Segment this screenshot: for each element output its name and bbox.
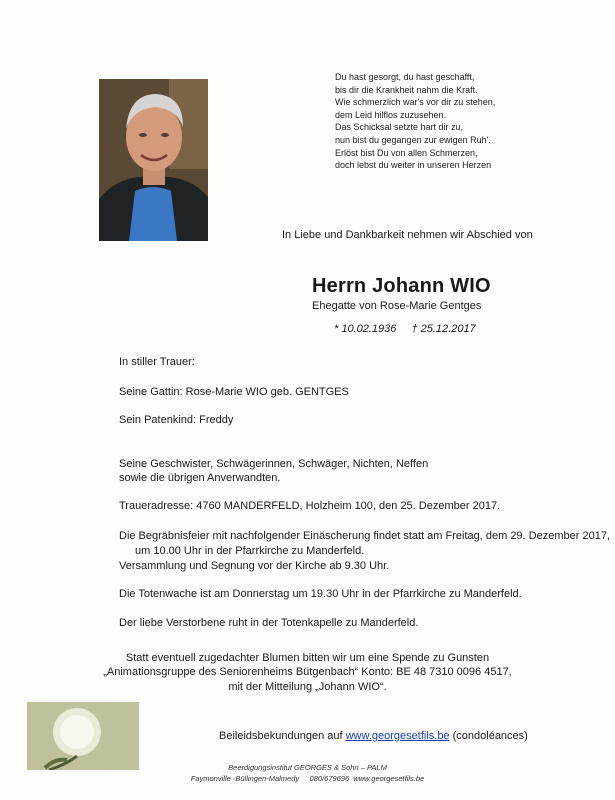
- poem-line: Erlöst bist Du von allen Schmerzen,: [335, 147, 478, 158]
- poem-line: dem Leid hilflos zuzusehen.: [335, 109, 447, 120]
- poem-line: bis dir die Krankheit nahm die Kraft.: [335, 84, 478, 95]
- funeral-home-contact: Faymonville -Büllingen-Malmedy 080/679696 www.georgesetfils.be: [190, 774, 425, 783]
- donation-line-2: „Animationsgruppe des Seniorenheims Bütgenbach“ Konto: BE 48 7310 0096 4517,: [103, 666, 512, 678]
- spouse-line: Ehegatte von Rose-Marie Gentges: [312, 300, 482, 312]
- condolences-prefix: Beileidsbekundungen auf: [219, 730, 346, 742]
- flower-icon: [27, 702, 139, 770]
- poem-line: doch lebst du weiter in unseren Herzen: [335, 160, 492, 171]
- birth-date: * 10.02.1936: [334, 323, 397, 335]
- life-dates: [334, 323, 488, 335]
- funeral-line-2: um 10.00 Uhr in der Pfarrkirche zu Manderfeld.: [135, 545, 365, 557]
- mourning-relatives: Seine Geschwister, Schwägerinnen, Schwäger, Nichten, Neffen: [119, 458, 429, 470]
- funeral-line-3: Versammlung und Segnung vor der Kirche ab 9.30 Uhr.: [119, 560, 390, 572]
- mourning-godchild: Sein Patenkind: Freddy: [119, 414, 234, 426]
- death-date: † 25.12.2017: [411, 323, 476, 335]
- condolences-link[interactable]: www.georgesetfils.be: [345, 730, 450, 742]
- poem-line: Das Schicksal setzte hart dir zu,: [335, 122, 464, 133]
- farewell-intro: In Liebe und Dankbarkeit nehmen wir Abschied von: [282, 229, 533, 241]
- poem-line: Du hast gesorgt, du hast geschafft,: [335, 72, 475, 82]
- funeral-line-1: Die Begräbnisfeier mit nachfolgender Einäscherung findet statt am Freitag, dem 29. Dezember 2017,: [119, 530, 610, 542]
- condolences-suffix: (condoléances): [449, 730, 528, 742]
- mourning-spouse: Seine Gattin: Rose-Marie WIO geb. GENTGES: [119, 386, 349, 398]
- poem: [335, 71, 595, 172]
- chapel-info: Der liebe Verstorbene ruht in der Totenkapelle zu Manderfeld.: [119, 617, 419, 629]
- deceased-name: Herrn Johann WIO: [312, 275, 491, 297]
- funeral-home-name: Beerdigungsinstitut GEORGES & Sohn – PALM: [228, 763, 387, 772]
- condolences-line: [219, 730, 528, 742]
- portrait-icon: [99, 79, 208, 241]
- donation-line-3: mit der Mitteilung „Johann WIO“.: [228, 681, 387, 693]
- mourning-heading: In stiller Trauer:: [119, 356, 195, 368]
- poem-line: Wie schmerzlich war's vor dir zu stehen,: [335, 97, 496, 108]
- wake-info: Die Totenwache ist am Donnerstag um 19.30 Uhr in der Pfarrkirche zu Manderfeld.: [119, 588, 522, 600]
- portrait-photo: [99, 79, 208, 241]
- mourning-address: Traueradresse: 4760 MANDERFELD, Holzheim 100, den 25. Dezember 2017.: [119, 500, 501, 512]
- mourning-relatives-2: sowie die übrigen Anverwandten.: [119, 472, 281, 484]
- dandelion-flower-image: [27, 702, 139, 770]
- donation-line-1: Statt eventuell zugedachter Blumen bitten wir um eine Spende zu Gunsten: [125, 652, 490, 664]
- poem-line: nun bist du gegangen zur ewigen Ruh'.: [335, 134, 491, 145]
